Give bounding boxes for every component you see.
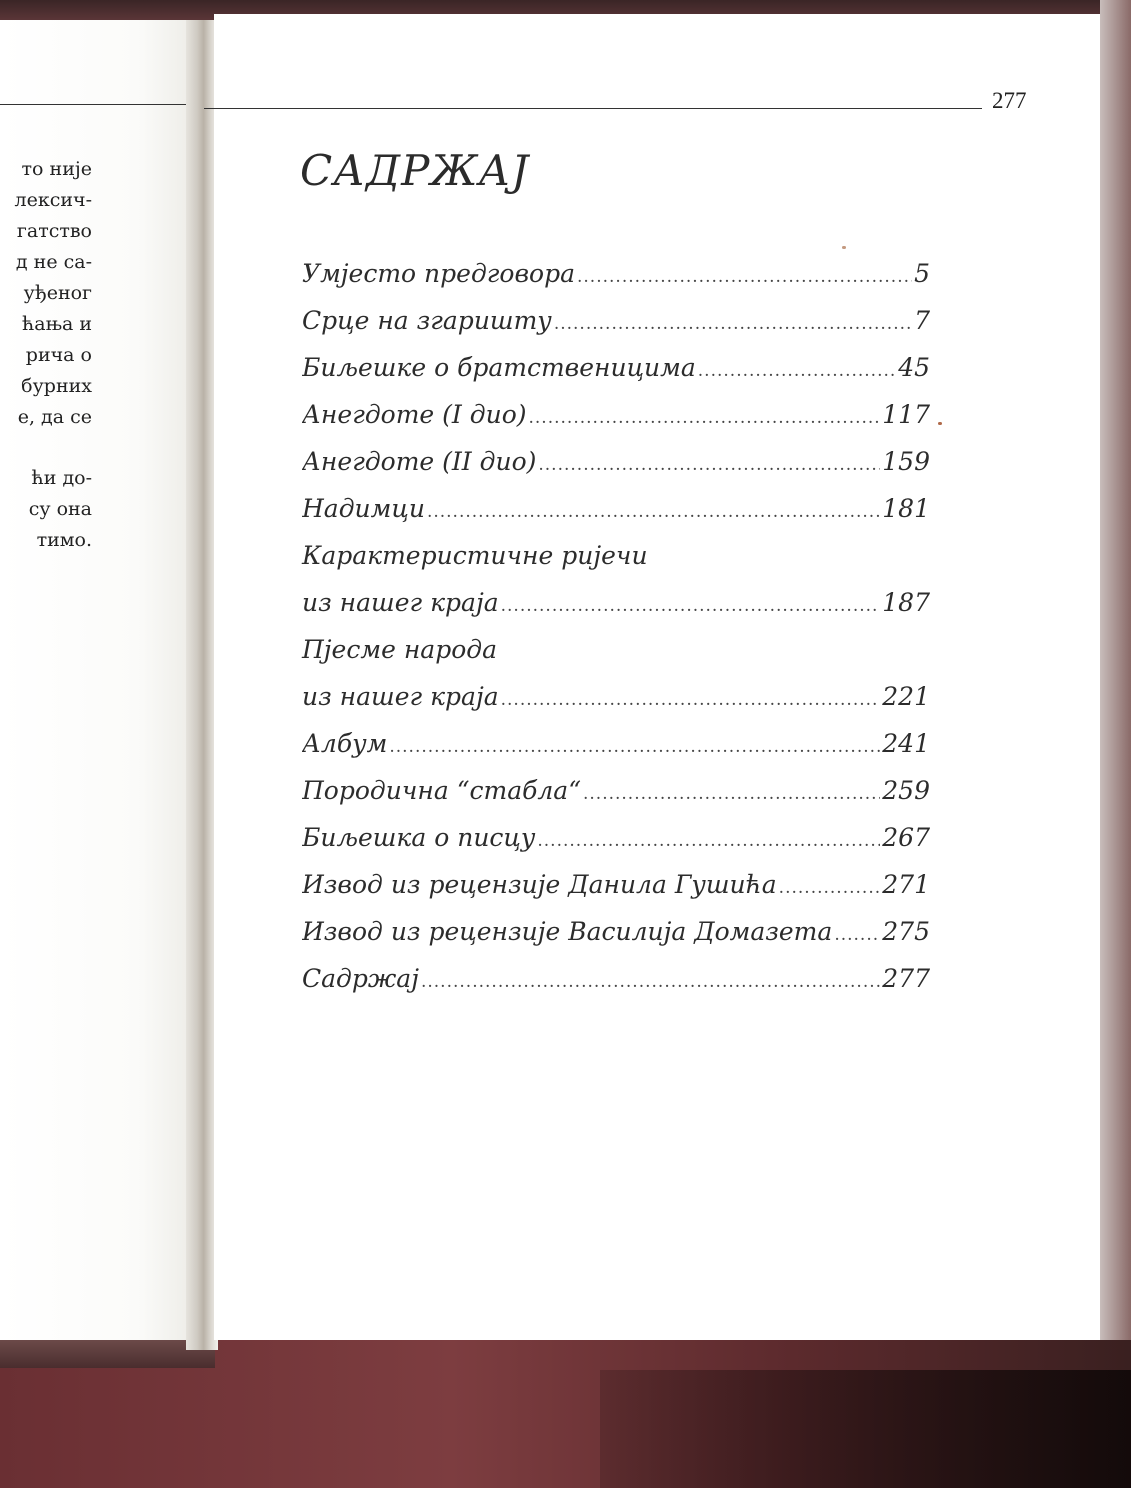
left-text-line: е, да се: [17, 406, 92, 428]
toc-entry-page: 5: [914, 259, 930, 288]
toc-entry-page: 117: [882, 400, 930, 429]
toc-entry-label: Албум: [302, 729, 388, 758]
toc-entry-page: 259: [882, 776, 930, 805]
left-text-line: тимо.: [36, 529, 92, 551]
left-text-line: д не са-: [15, 251, 92, 273]
toc-entry-label: Срце на згаришту: [302, 306, 552, 335]
paper-speck: [938, 422, 942, 425]
toc-entry-label: Извод из рецензије Василија Домазета: [302, 917, 833, 946]
toc-entry: [302, 485, 930, 532]
toc-leader-dots: [834, 912, 880, 955]
toc-leader-dots: [389, 724, 880, 767]
left-page-text: [0, 154, 92, 556]
toc-entry-label: из нашег краја: [302, 682, 499, 711]
left-text-line: уђеног: [23, 282, 92, 304]
toc-title: САДРЖАЈ: [300, 146, 530, 195]
toc-entry-label: Извод из рецензије Данила Гушића: [302, 870, 777, 899]
toc-entry: [302, 955, 930, 1002]
book-cover-right-edge: [1100, 0, 1131, 1360]
toc-entry-page: 45: [898, 353, 930, 382]
toc-entry: [302, 908, 930, 955]
left-text-line: рича о: [25, 344, 92, 366]
header-rule: [204, 108, 982, 109]
toc-leader-dots: [583, 771, 880, 814]
toc-entry-page: 221: [882, 682, 930, 711]
toc-entry-label: Анегдоте (I дио): [302, 400, 527, 429]
paper-speck: [842, 246, 846, 249]
toc-leader-dots: [538, 442, 880, 485]
toc-entry-page: 275: [882, 917, 930, 946]
toc-entry-label: Анегдоте (II дио): [302, 447, 537, 476]
toc-entry-label: из нашег краја: [302, 588, 499, 617]
toc-entry-label: Надимци: [302, 494, 425, 523]
toc-leader-dots: [421, 959, 880, 1002]
page-number: 277: [992, 88, 1027, 113]
toc-entry-page: 7: [914, 306, 930, 335]
toc-entry: [302, 532, 930, 626]
toc-entry-label: Умјесто предговора: [302, 259, 575, 288]
left-text-line: су она: [28, 498, 92, 520]
toc-leader-dots: [537, 818, 880, 861]
toc-entry-label-first-line: Пјесме народа: [302, 635, 497, 664]
left-text-line: ћи до-: [31, 467, 92, 489]
toc-leader-dots: [501, 677, 881, 720]
toc-entry-page: 267: [882, 823, 930, 852]
toc-leader-dots: [529, 395, 881, 438]
toc-leader-dots: [698, 348, 896, 391]
left-text-gap: [0, 433, 92, 463]
toc-entry: [302, 438, 930, 485]
toc-leader-dots: [501, 583, 881, 626]
toc-entry-page: 159: [882, 447, 930, 476]
book-cover-shadow: [600, 1370, 1131, 1488]
toc-entry-label: Породична “стабла“: [302, 776, 581, 805]
left-text-line: лексич-: [14, 189, 92, 211]
toc-entry: [302, 344, 930, 391]
toc-entry: [302, 767, 930, 814]
left-header-rule: [0, 104, 198, 105]
left-text-line: бурних: [21, 375, 92, 397]
toc-leader-dots: [779, 865, 881, 908]
toc-entry-label: Биљешке о братственицима: [302, 353, 696, 382]
toc-entry: [302, 391, 930, 438]
toc-entry-page: 271: [882, 870, 930, 899]
toc-entry: [302, 720, 930, 767]
toc-entry-page: 187: [882, 588, 930, 617]
table-of-contents: [302, 250, 930, 1002]
toc-entry: [302, 297, 930, 344]
left-page: [0, 20, 198, 1340]
toc-entry: [302, 861, 930, 908]
toc-entry-page: 241: [882, 729, 930, 758]
toc-entry: [302, 626, 930, 720]
toc-entry: [302, 250, 930, 297]
toc-entry-label-first-line: Карактеристичне ријечи: [302, 541, 648, 570]
toc-leader-dots: [427, 489, 880, 532]
toc-leader-dots: [554, 301, 912, 344]
left-text-line: гатство: [16, 220, 92, 242]
toc-entry-page: 277: [882, 964, 930, 993]
left-text-line: то није: [21, 158, 92, 180]
left-text-line: ћања и: [22, 313, 92, 335]
toc-entry-label: Биљешка о писцу: [302, 823, 536, 852]
toc-leader-dots: [577, 254, 912, 297]
toc-entry: [302, 814, 930, 861]
toc-entry-page: 181: [882, 494, 930, 523]
toc-entry-label: Садржај: [302, 964, 419, 993]
